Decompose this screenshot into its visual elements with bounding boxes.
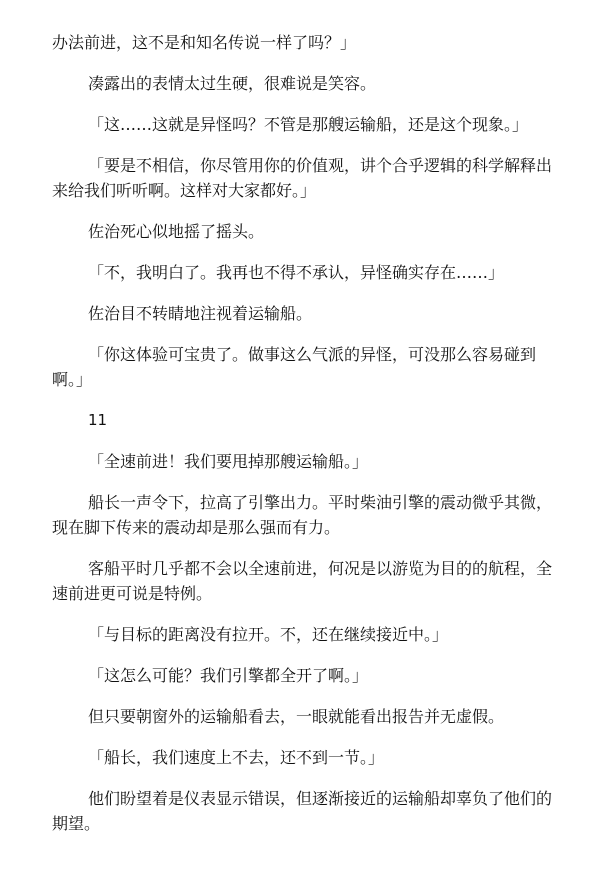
paragraph-dialogue: 「船长，我们速度上不去，还不到一节。」 [88, 748, 385, 767]
paragraph: 但只要朝窗外的运输船看去，一眼就能看出报告并无虚假。 [88, 707, 505, 726]
paragraph: 佐治死心似地摇了摇头。 [88, 222, 265, 241]
paragraph-dialogue: 「不，我明白了。我再也不得不承认，异怪确实存在……」 [88, 263, 505, 282]
paragraph: 船长一声令下，拉高了引擎出力。平时柴油引擎的震动微乎其微，现在脚下传来的震动却是那么强而有力。 [52, 493, 553, 537]
paragraph-dialogue: 「这怎么可能？我们引擎都全开了啊。」 [88, 666, 369, 685]
paragraph-dialogue: 「全速前进！我们要甩掉那艘运输船。」 [88, 452, 369, 471]
paragraph-continuation: 办法前进，这不是和知名传说一样了吗？」 [52, 33, 357, 52]
paragraph: 佐治目不转睛地注视着运输船。 [88, 304, 313, 323]
paragraph-dialogue: 「这……这就是异怪吗？不管是那艘运输船，还是这个现象。」 [88, 115, 529, 134]
paragraph-dialogue: 「你这体验可宝贵了。做事这么气派的异怪，可没那么容易碰到啊。」 [52, 345, 537, 389]
paragraph-dialogue: 「与目标的距离没有拉开。不，还在继续接近中。」 [88, 625, 449, 644]
section-number: 11 [88, 411, 108, 429]
paragraph: 他们盼望着是仪表显示错误，但逐渐接近的运输船却辜负了他们的期望。 [52, 789, 553, 833]
paragraph-dialogue: 「要是不相信，你尽管用你的价值观，讲个合乎逻辑的科学解释出来给我们听听啊。这样对大家都好。」 [52, 156, 553, 200]
paragraph: 客船平时几乎都不会以全速前进，何况是以游览为目的的航程，全速前进更可说是特例。 [52, 559, 553, 603]
paragraph: 凑露出的表情太过生硬，很难说是笑容。 [88, 74, 377, 93]
